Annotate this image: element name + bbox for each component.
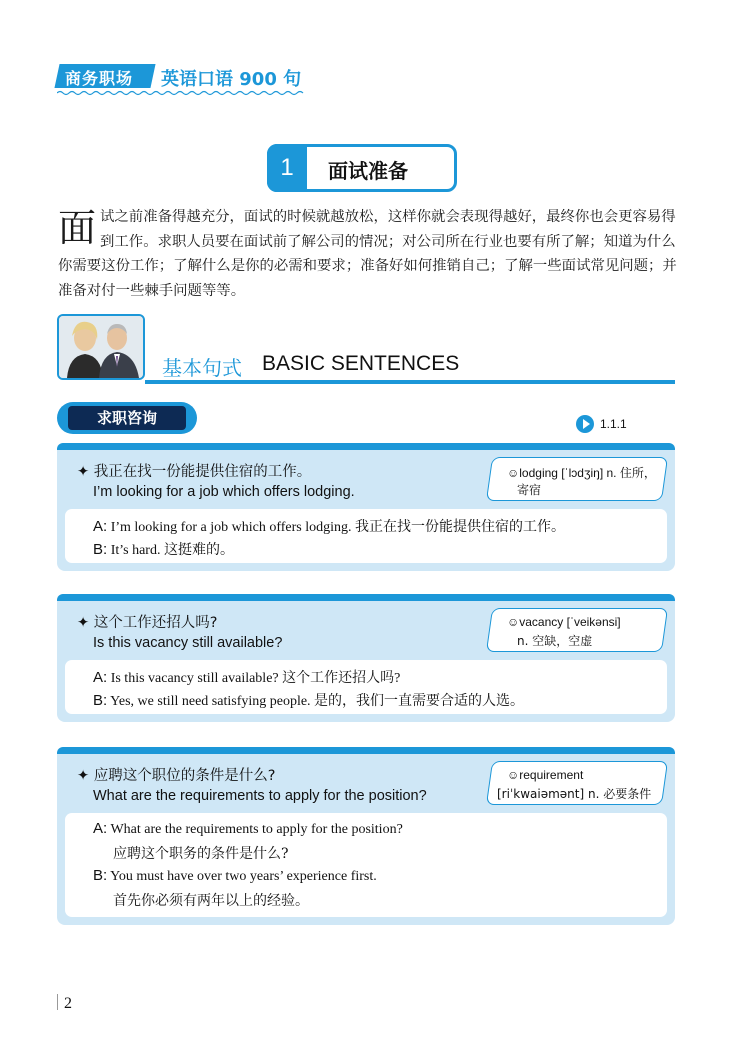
sentence-card [57, 443, 675, 571]
sentence-cn: ✦ 应聘这个职位的条件是什么? [77, 768, 276, 784]
dialogue-line [93, 820, 403, 838]
dialogue-speaker: A: [93, 820, 108, 837]
vocab-note-line2: n. 空缺，空虚 [517, 634, 593, 648]
sentence-cn: ✦ 这个工作还招人吗? [77, 615, 218, 631]
intro-text: 试之前准备得越充分，面试的时候就越放松，这样你就会表现得越好，最终你也会更容易得到工作。求职人员要在面试前了解公司的情况；对公司所在行业也要有所了解；知道为什么你需要这份工作；了解什么是你的必需和要求；准备好如何推销自己；了解一些面试常见问题；并准备对付一些棘手问题等等。 [58, 209, 677, 299]
dialogue-text: I’m looking for a job which offers lodging. 我正在找一份能提供住宿的工作。 [110, 520, 565, 535]
card-top-bar [57, 594, 675, 601]
header-wave-decoration [57, 90, 307, 96]
section-title: 面试准备 [328, 159, 408, 183]
dialogue-text: You must have over two years’ experience first. [110, 869, 377, 884]
vocab-note-line1: ☺requirement [507, 768, 584, 782]
sentence-en: What are the requirements to apply for the position? [93, 788, 427, 804]
section-number: 1 [267, 144, 307, 192]
dialogue-line [93, 516, 565, 536]
dialogue-speaker: A: [93, 669, 108, 686]
dialogue-text: It’s hard. 这挺难的。 [110, 543, 234, 558]
category-label: 求职咨询 [68, 406, 186, 430]
dialogue-speaker: A: [93, 518, 108, 535]
dialogue-box [65, 813, 667, 917]
sentence-cn: ✦ 我正在找一份能提供住宿的工作。 [77, 464, 312, 480]
dialogue-line [93, 539, 234, 559]
category-pill [57, 402, 197, 434]
intro-paragraph [58, 205, 678, 303]
sentence-en: Is this vacancy still available? [93, 635, 283, 651]
dialogue-line [93, 667, 400, 687]
header-title: 英语口语 900 句 [161, 69, 302, 90]
dialogue-line [93, 867, 377, 885]
page-number [57, 994, 72, 1013]
dialogue-box [65, 509, 667, 563]
presenters-photo [57, 314, 145, 380]
vocab-note-line2: [riˈkwaiəmənt] n. 必要条件 [497, 787, 652, 801]
basic-sentences-title-en: BASIC SENTENCES [262, 352, 460, 375]
vocab-note-line2: 寄宿 [517, 483, 542, 497]
card-top-bar [57, 747, 675, 754]
dialogue-box [65, 660, 667, 714]
dialogue-text: What are the requirements to apply for the position? [110, 822, 403, 837]
play-icon[interactable] [576, 415, 594, 433]
sentence-en: I’m looking for a job which offers lodging. [93, 484, 355, 500]
basic-sentences-title: 基本句式 [162, 356, 242, 380]
sentence-card [57, 747, 675, 925]
dialogue-speaker: B: [93, 541, 108, 558]
vocab-note-line1: ☺lodging [ˈlɔdʒiŋ] n. 住所， [507, 466, 656, 480]
dialogue-text: Yes, we still need satisfying people. 是的，我们一直需要合适的人选。 [110, 694, 525, 709]
page-header [57, 64, 697, 90]
audio-track-number: 1.1.1 [600, 417, 627, 431]
dialogue-speaker: B: [93, 867, 108, 884]
dialogue-speaker: B: [93, 692, 108, 709]
intro-dropcap: 面 [58, 206, 97, 250]
basic-sentences-underline [145, 380, 675, 384]
header-tag: 商务职场 [65, 69, 134, 88]
presenters-illustration [59, 316, 143, 378]
card-top-bar [57, 443, 675, 450]
dialogue-line [93, 690, 524, 710]
page-number-divider [57, 994, 58, 1010]
vocab-note-line1: ☺vacancy [ˈveikənsi] [507, 615, 621, 629]
dialogue-translation: 首先你必须有两年以上的经验。 [113, 893, 309, 909]
page-number-value: 2 [64, 995, 72, 1012]
dialogue-translation: 应聘这个职务的条件是什么? [113, 846, 289, 862]
sentence-card [57, 594, 675, 722]
section-badge [267, 144, 457, 192]
dialogue-text: Is this vacancy still available? 这个工作还招人吗? [110, 671, 401, 686]
